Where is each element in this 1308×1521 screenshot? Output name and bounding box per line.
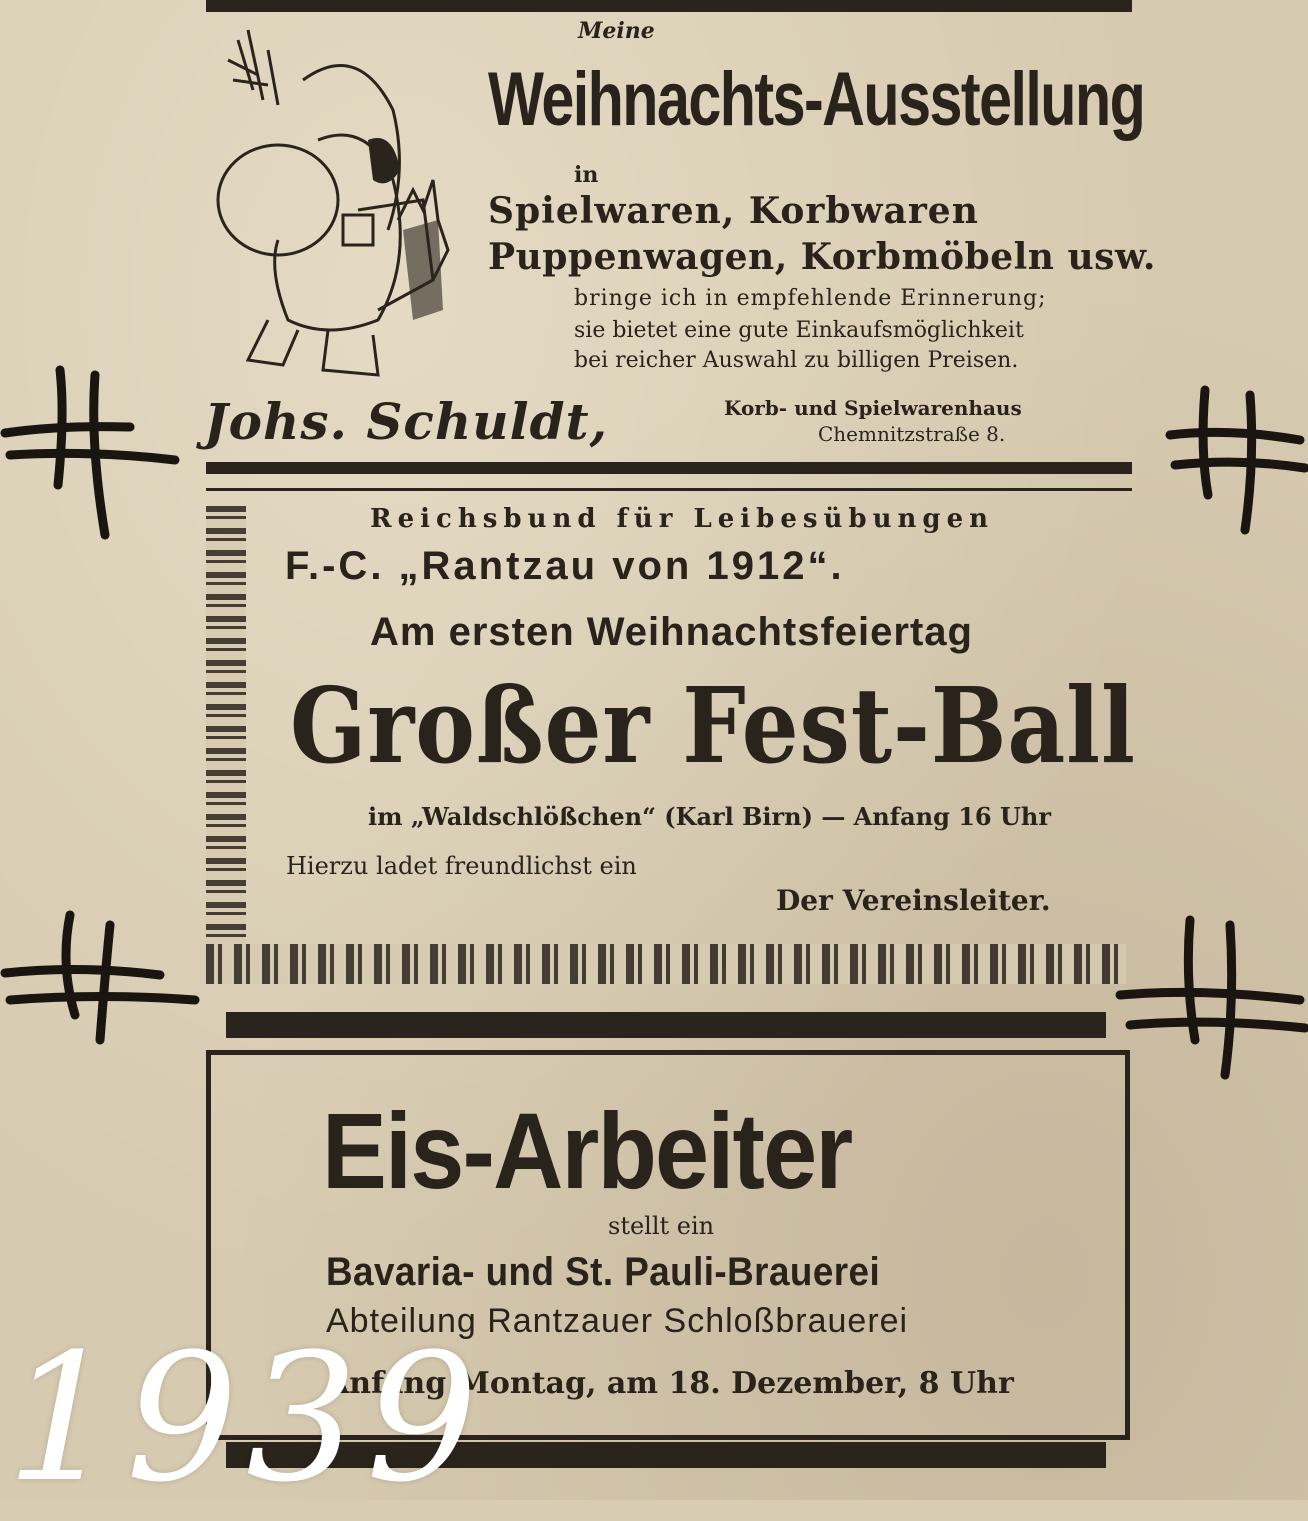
ad1-body-line1: bringe ich in empfehlende Erinnerung;: [574, 286, 1047, 311]
ad1-body-line2: sie bietet eine gute Einkaufsmöglichkeit: [574, 318, 1024, 343]
ad1-body-line3: bei reicher Auswahl zu billigen Preisen.: [574, 348, 1019, 373]
hash-mark-icon: [1110, 910, 1308, 1080]
ad3-brewery-name: Bavaria- und St. Pauli-Brauerei: [326, 1250, 881, 1294]
ad2-organization: Reichsbund für Leibesübungen: [370, 504, 995, 534]
hash-mark-icon: [1160, 380, 1308, 540]
ad1-in-text: in: [574, 162, 599, 188]
ad1-merchant-name: Johs. Schuldt,: [204, 392, 609, 451]
year-overlay: 1939: [6, 1316, 486, 1521]
ad1-products-line1: Spielwaren, Korbwaren: [488, 190, 979, 232]
ad2-venue: im „Waldschlößchen“ (Karl Birn) — Anfang 16 Uhr: [368, 802, 1051, 831]
ad3-headline: Eis-Arbeiter: [322, 1090, 852, 1211]
separator-rule: [206, 462, 1132, 474]
ad1-shop-type: Korb- und Spielwarenhaus: [724, 396, 1022, 420]
separator-thin-rule: [206, 488, 1132, 491]
ad2-headline: Großer Fest-Ball: [290, 664, 1136, 787]
ad2-signature: Der Vereinsleiter.: [776, 884, 1051, 917]
ad3-start-date: Anfang Montag, am 18. Dezember, 8 Uhr: [326, 1366, 1014, 1401]
ad2-invitation: Hierzu ladet freundlichst ein: [286, 852, 637, 880]
ad1-products-line2: Puppenwagen, Korbmöbeln usw.: [488, 236, 1156, 278]
ad1-headline: Weihnachts-Ausstellung: [488, 57, 1145, 142]
ad1-address: Chemnitzstraße 8.: [818, 422, 1006, 446]
hash-mark-icon: [0, 905, 200, 1045]
ad3-hiring-text: stellt ein: [608, 1212, 715, 1240]
ad1-intro-text: Meine: [578, 18, 655, 44]
ad3-department: Abteilung Rantzauer Schloßbrauerei: [326, 1302, 909, 1340]
hash-mark-icon: [0, 355, 190, 545]
decorative-border-left: [206, 506, 246, 946]
ad3-top-band: [226, 1012, 1106, 1038]
ad2-club-name: F.-C. „Rantzau von 1912“.: [285, 544, 845, 588]
top-rule: [206, 0, 1132, 12]
santa-illustration: [208, 20, 453, 390]
ad2-date: Am ersten Weihnachtsfeiertag: [370, 610, 973, 654]
decorative-border-bottom: [206, 944, 1126, 984]
